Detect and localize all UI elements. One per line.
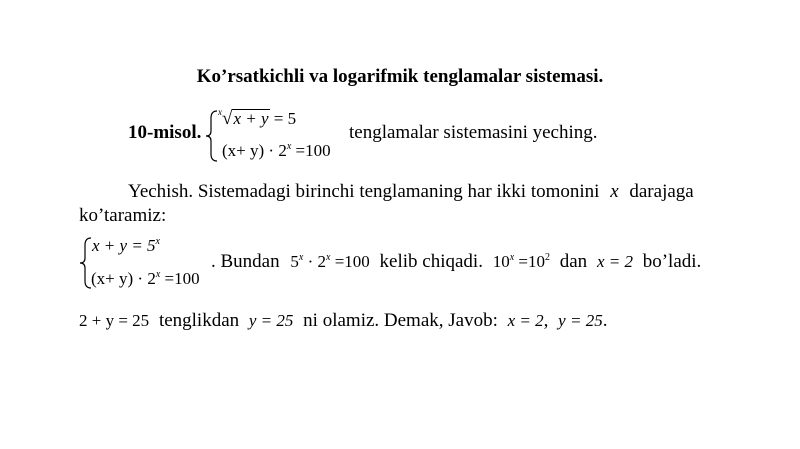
- s2-t2: ni olamiz. Demak, Javob:: [303, 310, 498, 331]
- cube-root: $^x$√x + y: [218, 107, 269, 129]
- system-brace: [205, 110, 219, 162]
- s1-t1: . Bundan: [211, 251, 280, 272]
- solution-text: Yechish. Sistemadagi birinchi tenglamaning har ikki tomonini: [128, 181, 600, 202]
- s1-m2-a-exp: x: [509, 252, 515, 263]
- s1-m1-c: =100: [330, 252, 370, 271]
- solution-var: x: [610, 181, 619, 202]
- s2-eq2-exp: x: [155, 269, 161, 280]
- s1-m1-a: 5: [290, 252, 299, 271]
- s1-m1: [290, 252, 369, 271]
- eq2-lhs: (x+ y) · 2: [222, 141, 287, 160]
- s2-m4: y = 25: [558, 311, 603, 330]
- eq1-rhs: = 5: [273, 109, 297, 128]
- s1-m2: [493, 252, 550, 271]
- example-label: 10-misol.: [128, 122, 202, 143]
- sentence-2: 2 + y = 25 tenglikdan y = 25 ni olamiz. Demak, Javob: x = 2, y = 25.: [79, 310, 608, 331]
- eq2-rhs: =100: [291, 141, 331, 160]
- s2-eq1-exp: x: [155, 236, 160, 247]
- s1-m1-b: · 2: [303, 252, 326, 271]
- s1-m3: x = 2: [596, 252, 633, 271]
- example-text: tenglamalar sistemasini yeching.: [349, 122, 598, 143]
- equation-1: [218, 108, 296, 130]
- radicand: x + y: [233, 109, 269, 128]
- s1-t4: bo’ladi.: [642, 251, 702, 272]
- s1-t2: kelib chiqadi.: [379, 251, 483, 272]
- s1-m2-a: 10: [492, 252, 510, 271]
- s1-m2-b: =10: [514, 252, 545, 271]
- root-index: x: [218, 107, 222, 117]
- s2-eq1-lhs: x + y = 5: [92, 236, 156, 255]
- s2-m1: 2 + y = 25: [79, 311, 150, 330]
- s2-t1: tenglikdan: [158, 310, 240, 331]
- s2-eq2-rhs: =100: [160, 269, 200, 288]
- system2-eq1: [92, 236, 160, 256]
- solution-line-2: ko’taramiz:: [79, 205, 167, 226]
- s1-t3: dan: [559, 251, 588, 272]
- s2-m3: x = 2: [507, 311, 544, 330]
- eq2-exp: x: [286, 141, 292, 152]
- s1-m1-a-exp: x: [298, 252, 304, 263]
- solution-text-end: darajaga: [629, 181, 694, 202]
- equation-2: [222, 141, 331, 161]
- system2-eq2: [91, 269, 200, 289]
- s1-m1-b-exp: x: [325, 252, 331, 263]
- page-title: Ko’rsatkichli va logarifmik tenglamalar sistemasi.: [196, 66, 604, 87]
- s1-m2-b-exp: 2: [545, 252, 550, 263]
- solution-line-1: [128, 181, 694, 203]
- s2-m2: y = 25: [248, 311, 294, 330]
- s2-eq2-lhs: (x+ y) · 2: [91, 269, 156, 288]
- sentence-1: [211, 251, 701, 273]
